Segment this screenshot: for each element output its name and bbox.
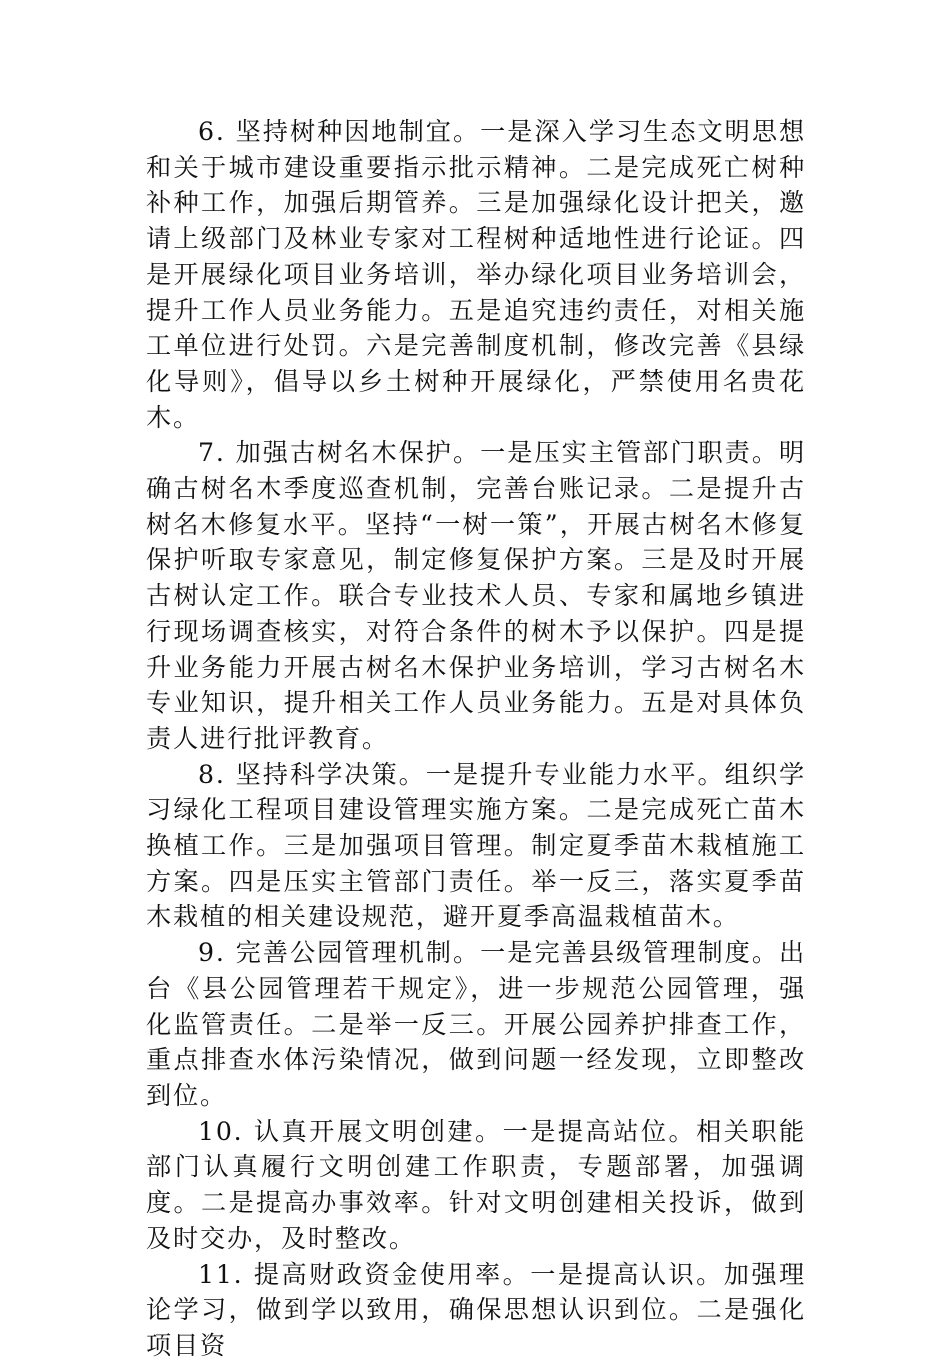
paragraph-7: 7. 加强古树名木保护。一是压实主管部门职责。明确古树名木季度巡查机制，完善台账记录。二是提升古树名木修复水平。坚持“一树一策”，开展古树名木修复保护听取专家意见，制定修复保护方案。三是及时开展古树认定工作。联合专业技术人员、专家和属地乡镇进行现场调查核实，对符合条件的树木予以保护。四是提升业务能力开展古树名木保护业务培训，学习古树名木专业知识，提升相关工作人员业务能力。五是对具体负责人进行批评教育。	[146, 438, 806, 753]
document-page	[146, 114, 806, 1364]
paragraph-11: 11. 提高财政资金使用率。一是提高认识。加强理论学习，做到学以致用，确保思想认识到位。二是强化项目资	[146, 1259, 806, 1360]
paragraph-8: 8. 坚持科学决策。一是提升专业能力水平。组织学习绿化工程项目建设管理实施方案。二是完成死亡苗木换植工作。三是加强项目管理。制定夏季苗木栽植施工方案。四是压实主管部门责任。举一反三，落实夏季苗木栽植的相关建设规范，避开夏季高温栽植苗木。	[146, 759, 806, 932]
paragraph-6: 6. 坚持树种因地制宜。一是深入学习生态文明思想和关于城市建设重要指示批示精神。二是完成死亡树种补种工作，加强后期管养。三是加强绿化设计把关，邀请上级部门及林业专家对工程树种适地性进行论证。四是开展绿化项目业务培训，举办绿化项目业务培训会，提升工作人员业务能力。五是追究违约责任，对相关施工单位进行处罚。六是完善制度机制，修改完善《县绿化导则》，倡导以乡土树种开展绿化，严禁使用名贵花木。	[146, 117, 806, 432]
paragraph-9: 9. 完善公园管理机制。一是完善县级管理制度。出台《县公园管理若干规定》，进一步规范公园管理，强化监管责任。二是举一反三。开展公园养护排查工作，重点排查水体污染情况，做到问题一经发现，立即整改到位。	[146, 938, 806, 1110]
paragraph-10: 10. 认真开展文明创建。一是提高站位。相关职能部门认真履行文明创建工作职责，专题部署，加强调度。二是提高办事效率。针对文明创建相关投诉，做到及时交办，及时整改。	[146, 1116, 806, 1253]
